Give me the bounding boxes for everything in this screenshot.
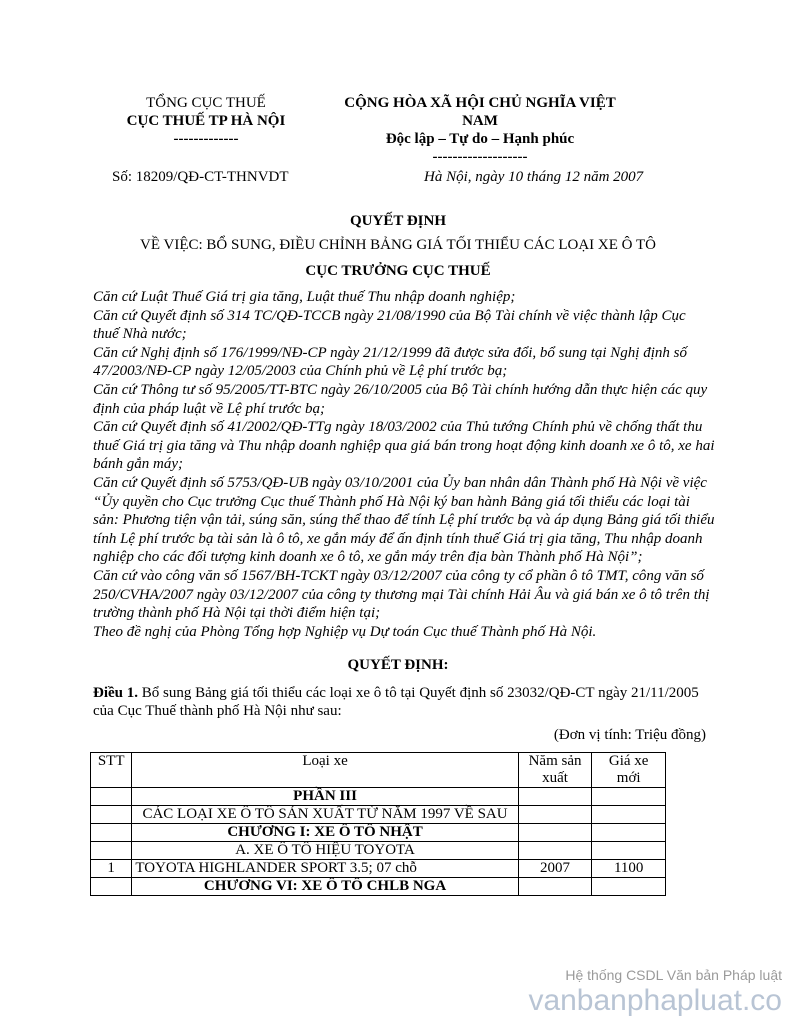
table-row [91,842,666,860]
issuing-department: CỤC THUẾ TP HÀ NỘI [126,113,286,129]
table-row [91,788,666,806]
preamble-item: Căn cứ Quyết định số 314 TC/QĐ-TCCB ngày 21/08/1990 của Bộ Tài chính về việc thành lập Cục thuế Nhà nước; [93,307,686,343]
issuing-agency-block [96,94,316,148]
unit-note: (Đơn vị tính: Triệu đồng) [553,727,706,743]
row-year [518,878,592,896]
place-and-date: Hà Nội, ngày 10 tháng 12 năm 2007 [424,169,644,185]
row-stt [91,878,132,896]
row-vehicle-type: TOYOTA HIGHLANDER SPORT 3.5; 07 chỗ [132,860,518,878]
row-year [518,806,592,824]
row-stt: 1 [91,860,132,878]
header-vehicle-type: Loại xe [132,753,518,788]
row-year [518,842,592,860]
table-row [91,860,666,878]
header-year: Năm sản xuất [518,753,592,788]
header-right-divider: ------------------- [432,149,528,165]
row-stt [91,842,132,860]
preamble-item: Căn cứ vào công văn số 1567/BH-TCKT ngày 03/12/2007 của công ty cổ phần ô tô TMT, công văn số 250/CVHA/2007 ngày 03/12/2007 của công ty thương mại Tài chính Hải Âu và giá bán xe ô tô trên thị trường thành phố Hà Nội tại thời điểm hiện tại; [93,567,710,622]
header-price: Giá xe mới [592,753,666,788]
row-vehicle-type: CÁC LOẠI XE Ô TÔ SẢN XUẤT TỪ NĂM 1997 VỀ SAU [132,806,518,824]
parent-agency: TỔNG CỤC THUẾ [146,95,266,111]
signing-authority: CỤC TRƯỞNG CỤC THUẾ [305,263,491,279]
preamble-item: Căn cứ Quyết định số 41/2002/QĐ-TTg ngày 18/03/2002 của Thủ tướng Chính phủ về chống thất thu thuế Giá trị gia tăng và Thu nhập doanh nghiệp qua giá bán trong hoạt động kinh doanh xe ô tô, xe hai bánh gắn máy; [93,419,715,473]
watermark-site: vanbanphapluat.co [528,984,782,1017]
country-name-line2: NAM [462,113,498,129]
national-title-block [330,94,630,166]
row-price [592,788,666,806]
header-stt: STT [91,753,132,788]
row-price [592,824,666,842]
row-stt [91,788,132,806]
row-vehicle-type: CHƯƠNG VI: XE Ô TÔ CHLB NGA [132,878,518,896]
row-stt [91,824,132,842]
legal-basis-preamble [93,288,715,641]
table-row [91,878,666,896]
national-motto: Độc lập – Tự do – Hạnh phúc [385,131,575,147]
preamble-item: Căn cứ Luật Thuế Giá trị gia tăng, Luật thuế Thu nhập doanh nghiệp; [93,289,516,305]
country-name-line1: CỘNG HÒA XÃ HỘI CHỦ NGHĨA VIỆT [344,95,616,111]
article-1-label: Điều 1. [93,685,138,701]
row-stt [91,806,132,824]
document-title: QUYẾT ĐỊNH [350,213,446,229]
price-table [90,752,666,896]
article-1-text: Bổ sung Bảng giá tối thiểu các loại xe ô tô tại Quyết định số 23032/QĐ-CT ngày 21/11/2005 của Cục Thuế thành phố Hà Nội như sau: [93,685,699,719]
article-1 [93,684,715,720]
row-price: 1100 [592,860,666,878]
row-price [592,806,666,824]
preamble-item: Căn cứ Quyết định số 5753/QĐ-UB ngày 03/10/2001 của Ủy ban nhân dân Thành phố Hà Nội về việc “Ủy quyền cho Cục trưởng Cục thuế Thành phố Hà Nội ký ban hành Bảng giá tối thiểu các loại tài sản: Phương tiện vận tải, súng săn, súng thể thao để tính Lệ phí trước bạ và áp dụng Bảng giá tối thiểu tính Lệ phí trước bạ tài sản là ô tô, xe gắn máy để ấn định tính thuế Giá trị gia tăng, Thu nhập doanh nghiệp cho các đối tượng kinh doanh xe ô tô, xe gắn máy trên địa bàn Thành phố Hà Nội”; [93,474,715,566]
row-vehicle-type: CHƯƠNG I: XE Ô TÔ NHẬT [132,824,518,842]
preamble-item: Căn cứ Thông tư số 95/2005/TT-BTC ngày 26/10/2005 của Bộ Tài chính hướng dẫn thực hiện các quy định của pháp luật về Lệ phí trước bạ; [93,381,708,417]
row-year: 2007 [518,860,592,878]
row-price [592,878,666,896]
row-price [592,842,666,860]
decision-heading: QUYẾT ĐỊNH: [347,657,449,673]
header-left-divider: ------------- [173,131,239,147]
table-row [91,824,666,842]
row-vehicle-type: A. XE Ô TÔ HIỆU TOYOTA [132,842,518,860]
document-number: Số: 18209/QĐ-CT-THNVDT [112,169,289,185]
table-row [91,806,666,824]
row-year [518,824,592,842]
table-header-row [91,753,666,788]
watermark-caption: Hệ thống CSDL Văn bản Pháp luật [565,967,782,983]
row-vehicle-type: PHẦN III [132,788,518,806]
document-subject: VỀ VIỆC: BỔ SUNG, ĐIỀU CHỈNH BẢNG GIÁ TỐI THIỂU CÁC LOẠI XE Ô TÔ [140,237,656,253]
preamble-item: Theo đề nghị của Phòng Tổng hợp Nghiệp vụ Dự toán Cục thuế Thành phố Hà Nội. [93,623,597,640]
preamble-item: Căn cứ Nghị định số 176/1999/NĐ-CP ngày 21/12/1999 đã được sửa đổi, bổ sung tại Nghị định số 47/2003/NĐ-CP ngày 12/05/2003 của Chính phủ về Lệ phí trước bạ; [93,344,687,380]
row-year [518,788,592,806]
